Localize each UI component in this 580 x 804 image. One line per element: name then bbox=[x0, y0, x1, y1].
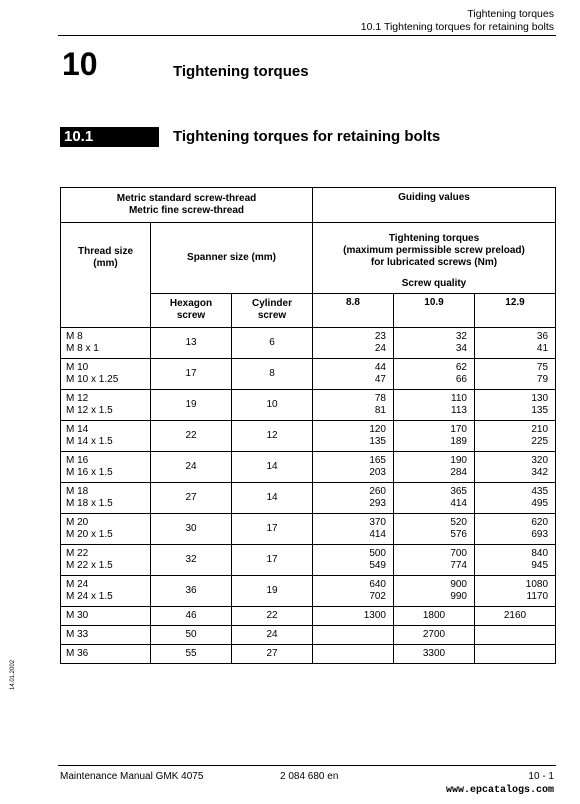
thread-standard: M 16 bbox=[66, 454, 89, 466]
torque-standard: 1080 bbox=[525, 578, 549, 590]
hexagon-cell: 30 bbox=[151, 513, 232, 544]
thread-size-cell bbox=[61, 389, 151, 420]
thread-size-cell bbox=[61, 358, 151, 389]
table-row bbox=[61, 625, 556, 644]
torque-12-9-cell bbox=[475, 513, 556, 544]
torque-fine: 189 bbox=[450, 435, 467, 447]
torque-fine: 414 bbox=[450, 497, 467, 509]
header-rule bbox=[58, 35, 556, 36]
torque-10-9-cell: 2700 bbox=[394, 625, 475, 644]
table-row bbox=[61, 389, 556, 420]
torque-10-9-cell bbox=[394, 358, 475, 389]
table-row bbox=[61, 575, 556, 606]
table-row bbox=[61, 420, 556, 451]
torque-fine: 41 bbox=[536, 342, 549, 354]
torque-fine: 576 bbox=[450, 528, 467, 540]
torque-12-9-cell bbox=[475, 644, 556, 663]
torque-standard: 370 bbox=[369, 516, 386, 528]
thread-fine: M 10 x 1.25 bbox=[66, 373, 119, 385]
hexagon-cell: 55 bbox=[151, 644, 232, 663]
torque-12-9-cell: 2160 bbox=[475, 606, 556, 625]
thread-size-unit: (mm) bbox=[93, 258, 118, 270]
thread-fine: M 8 x 1 bbox=[66, 342, 99, 354]
torque-standard: 620 bbox=[531, 516, 549, 528]
torque-8-8-cell bbox=[313, 482, 394, 513]
thread-standard: M 18 bbox=[66, 485, 89, 497]
torque-fine: 414 bbox=[369, 528, 386, 540]
torque-standard: 365 bbox=[450, 485, 467, 497]
torque-8-8-cell bbox=[313, 358, 394, 389]
footer-rule bbox=[58, 765, 556, 766]
torque-8-8-cell bbox=[313, 420, 394, 451]
torque-fine: 342 bbox=[531, 466, 549, 478]
hexagon-cell: 46 bbox=[151, 606, 232, 625]
torque-8-8-cell bbox=[313, 513, 394, 544]
section-number: 10.1 bbox=[64, 128, 94, 145]
cylinder-cell: 22 bbox=[232, 606, 313, 625]
torque-table bbox=[60, 187, 556, 664]
hexagon-cell: 24 bbox=[151, 451, 232, 482]
torque-standard: 260 bbox=[369, 485, 386, 497]
torque-8-8-cell: 1300 bbox=[313, 606, 394, 625]
thread-size-header bbox=[61, 223, 151, 294]
thread-size-cell: M 33 bbox=[61, 625, 151, 644]
torque-fine: 293 bbox=[369, 497, 386, 509]
torque-fine: 66 bbox=[455, 373, 467, 385]
running-header bbox=[361, 8, 554, 34]
torque-standard: 190 bbox=[450, 454, 467, 466]
metric-fine-label: Metric fine screw-thread bbox=[128, 205, 245, 216]
thread-size-cell: M 30 bbox=[61, 606, 151, 625]
torque-12-9-cell bbox=[475, 482, 556, 513]
torque-standard: 840 bbox=[531, 547, 549, 559]
torque-10-9-cell: 3300 bbox=[394, 644, 475, 663]
thread-size-header-cont bbox=[61, 294, 151, 328]
torque-standard: 23 bbox=[374, 330, 386, 342]
torque-fine: 693 bbox=[531, 528, 549, 540]
section-title: Tightening torques for retaining bolts bbox=[173, 128, 441, 145]
torque-standard: 32 bbox=[455, 330, 467, 342]
cylinder-cell: 12 bbox=[232, 420, 313, 451]
torque-fine: 945 bbox=[531, 559, 549, 571]
quality-10-9-header: 10.9 bbox=[394, 294, 475, 328]
table-row bbox=[61, 358, 556, 389]
hexagon-cell: 17 bbox=[151, 358, 232, 389]
header-row bbox=[61, 223, 556, 276]
torque-standard: 130 bbox=[531, 392, 549, 404]
cylinder-label: Cylinder bbox=[251, 298, 292, 310]
hexagon-cell: 27 bbox=[151, 482, 232, 513]
cylinder-cell: 10 bbox=[232, 389, 313, 420]
metric-standard-label: Metric standard screw-thread bbox=[116, 193, 257, 204]
hexagon-cell: 22 bbox=[151, 420, 232, 451]
torque-10-9-cell bbox=[394, 513, 475, 544]
torque-standard: 900 bbox=[450, 578, 467, 590]
cylinder-screw-label: screw bbox=[257, 310, 287, 322]
chapter-number: 10 bbox=[62, 46, 98, 82]
thread-fine: M 22 x 1.5 bbox=[66, 559, 113, 571]
thread-fine: M 18 x 1.5 bbox=[66, 497, 113, 509]
thread-fine: M 24 x 1.5 bbox=[66, 590, 113, 602]
torque-fine: 774 bbox=[450, 559, 467, 571]
torque-fine: 1170 bbox=[526, 590, 549, 602]
torque-standard: 44 bbox=[374, 361, 386, 373]
thread-fine: M 12 x 1.5 bbox=[66, 404, 113, 416]
cylinder-cell: 14 bbox=[232, 482, 313, 513]
hexagon-cell: 13 bbox=[151, 327, 232, 358]
thread-size-cell bbox=[61, 451, 151, 482]
thread-size-cell bbox=[61, 513, 151, 544]
thread-fine: M 14 x 1.5 bbox=[66, 435, 113, 447]
footer-manual-title: Maintenance Manual GMK 4075 bbox=[60, 771, 204, 782]
torque-10-9-cell bbox=[394, 482, 475, 513]
torque-standard: 640 bbox=[369, 578, 386, 590]
hexagon-cell: 36 bbox=[151, 575, 232, 606]
thread-standard: M 24 bbox=[66, 578, 89, 590]
thread-fine: M 16 x 1.5 bbox=[66, 466, 113, 478]
torque-10-9-cell: 1800 bbox=[394, 606, 475, 625]
torque-10-9-cell bbox=[394, 451, 475, 482]
torque-12-9-cell bbox=[475, 420, 556, 451]
torque-12-9-cell bbox=[475, 358, 556, 389]
thread-fine: M 20 x 1.5 bbox=[66, 528, 113, 540]
torque-standard: 165 bbox=[369, 454, 386, 466]
cylinder-cell: 19 bbox=[232, 575, 313, 606]
torque-standard: 700 bbox=[450, 547, 467, 559]
table-row bbox=[61, 482, 556, 513]
thread-size-cell bbox=[61, 575, 151, 606]
cylinder-cell: 27 bbox=[232, 644, 313, 663]
cylinder-cell: 14 bbox=[232, 451, 313, 482]
torque-standard: 320 bbox=[531, 454, 549, 466]
spanner-size-header: Spanner size (mm) bbox=[151, 223, 313, 294]
header-row bbox=[61, 188, 556, 223]
torque-10-9-cell bbox=[394, 327, 475, 358]
torque-12-9-cell bbox=[475, 625, 556, 644]
footer-doc-number: 2 084 680 en bbox=[280, 771, 339, 782]
header-chapter-ref: Tightening torques bbox=[467, 8, 554, 20]
header-row bbox=[61, 294, 556, 328]
torque-8-8-cell bbox=[313, 451, 394, 482]
torque-fine: 81 bbox=[374, 404, 386, 416]
torque-lubricated-label: for lubricated screws (Nm) bbox=[370, 257, 498, 268]
cylinder-cell: 17 bbox=[232, 513, 313, 544]
table-row bbox=[61, 544, 556, 575]
quality-12-9-header: 12.9 bbox=[475, 294, 556, 328]
torque-10-9-cell bbox=[394, 420, 475, 451]
table-row bbox=[61, 606, 556, 625]
torque-fine: 135 bbox=[369, 435, 386, 447]
torque-standard: 520 bbox=[450, 516, 467, 528]
torque-8-8-cell bbox=[313, 327, 394, 358]
torque-8-8-cell bbox=[313, 575, 394, 606]
thread-size-cell bbox=[61, 482, 151, 513]
thread-standard: M 20 bbox=[66, 516, 89, 528]
side-date: 14.01.2002 bbox=[10, 659, 16, 690]
torque-fine: 24 bbox=[374, 342, 386, 354]
torque-8-8-cell bbox=[313, 544, 394, 575]
section-number-bar bbox=[60, 127, 159, 147]
thread-size-label: Thread size bbox=[77, 246, 134, 258]
cylinder-screw-header bbox=[232, 294, 313, 328]
thread-standard: M 8 bbox=[66, 330, 83, 342]
guiding-values-header: Guiding values bbox=[313, 188, 556, 223]
table-row bbox=[61, 513, 556, 544]
cylinder-cell: 17 bbox=[232, 544, 313, 575]
hexagon-cell: 50 bbox=[151, 625, 232, 644]
torque-fine: 702 bbox=[369, 590, 386, 602]
watermark-link[interactable]: www.epcatalogs.com bbox=[445, 785, 554, 796]
hexagon-screw-header bbox=[151, 294, 232, 328]
footer-page-number: 10 - 1 bbox=[528, 771, 554, 782]
hexagon-label: Hexagon bbox=[169, 298, 213, 310]
hexagon-cell: 19 bbox=[151, 389, 232, 420]
torque-10-9-cell bbox=[394, 389, 475, 420]
hexagon-screw-label: screw bbox=[176, 310, 206, 322]
torque-12-9-cell bbox=[475, 544, 556, 575]
torque-standard: 75 bbox=[536, 361, 549, 373]
torque-10-9-cell bbox=[394, 544, 475, 575]
torque-standard: 78 bbox=[374, 392, 386, 404]
torque-8-8-cell bbox=[313, 644, 394, 663]
torque-fine: 203 bbox=[369, 466, 386, 478]
torque-12-9-cell bbox=[475, 575, 556, 606]
thread-size-cell: M 36 bbox=[61, 644, 151, 663]
torque-label: Tightening torques bbox=[388, 233, 480, 244]
torque-fine: 495 bbox=[531, 497, 549, 509]
torque-10-9-cell bbox=[394, 575, 475, 606]
torque-fine: 113 bbox=[451, 404, 467, 416]
torque-standard: 435 bbox=[531, 485, 549, 497]
header-section-ref: 10.1 Tightening torques for retaining bolts bbox=[360, 21, 554, 33]
torque-fine: 79 bbox=[536, 373, 549, 385]
torque-12-9-cell bbox=[475, 327, 556, 358]
tightening-torques-header bbox=[313, 223, 556, 276]
thread-standard: M 12 bbox=[66, 392, 89, 404]
torque-fine: 990 bbox=[450, 590, 467, 602]
torque-fine: 225 bbox=[531, 435, 549, 447]
torque-standard: 110 bbox=[451, 392, 467, 404]
torque-standard: 120 bbox=[369, 423, 386, 435]
torque-standard: 170 bbox=[450, 423, 467, 435]
cylinder-cell: 8 bbox=[232, 358, 313, 389]
torque-standard: 62 bbox=[455, 361, 467, 373]
torque-standard: 210 bbox=[531, 423, 549, 435]
cylinder-cell: 24 bbox=[232, 625, 313, 644]
metric-thread-header bbox=[61, 188, 313, 223]
screw-quality-header: Screw quality bbox=[313, 275, 556, 294]
thread-standard: M 14 bbox=[66, 423, 89, 435]
torque-preload-label: (maximum permissible screw preload) bbox=[343, 245, 525, 256]
torque-standard: 36 bbox=[536, 330, 549, 342]
thread-size-cell bbox=[61, 327, 151, 358]
hexagon-cell: 32 bbox=[151, 544, 232, 575]
torque-fine: 47 bbox=[374, 373, 386, 385]
table-row bbox=[61, 644, 556, 663]
torque-fine: 135 bbox=[531, 404, 549, 416]
torque-8-8-cell bbox=[313, 625, 394, 644]
torque-fine: 284 bbox=[450, 466, 467, 478]
torque-fine: 549 bbox=[369, 559, 386, 571]
thread-standard: M 22 bbox=[66, 547, 89, 559]
quality-8-8-header: 8.8 bbox=[313, 294, 394, 328]
torque-fine: 34 bbox=[455, 342, 467, 354]
thread-size-cell bbox=[61, 420, 151, 451]
torque-12-9-cell bbox=[475, 389, 556, 420]
thread-standard: M 10 bbox=[66, 361, 89, 373]
thread-size-cell bbox=[61, 544, 151, 575]
table-row bbox=[61, 327, 556, 358]
torque-8-8-cell bbox=[313, 389, 394, 420]
chapter-title: Tightening torques bbox=[173, 63, 309, 80]
cylinder-cell: 6 bbox=[232, 327, 313, 358]
table-row bbox=[61, 451, 556, 482]
torque-standard: 500 bbox=[369, 547, 386, 559]
torque-12-9-cell bbox=[475, 451, 556, 482]
